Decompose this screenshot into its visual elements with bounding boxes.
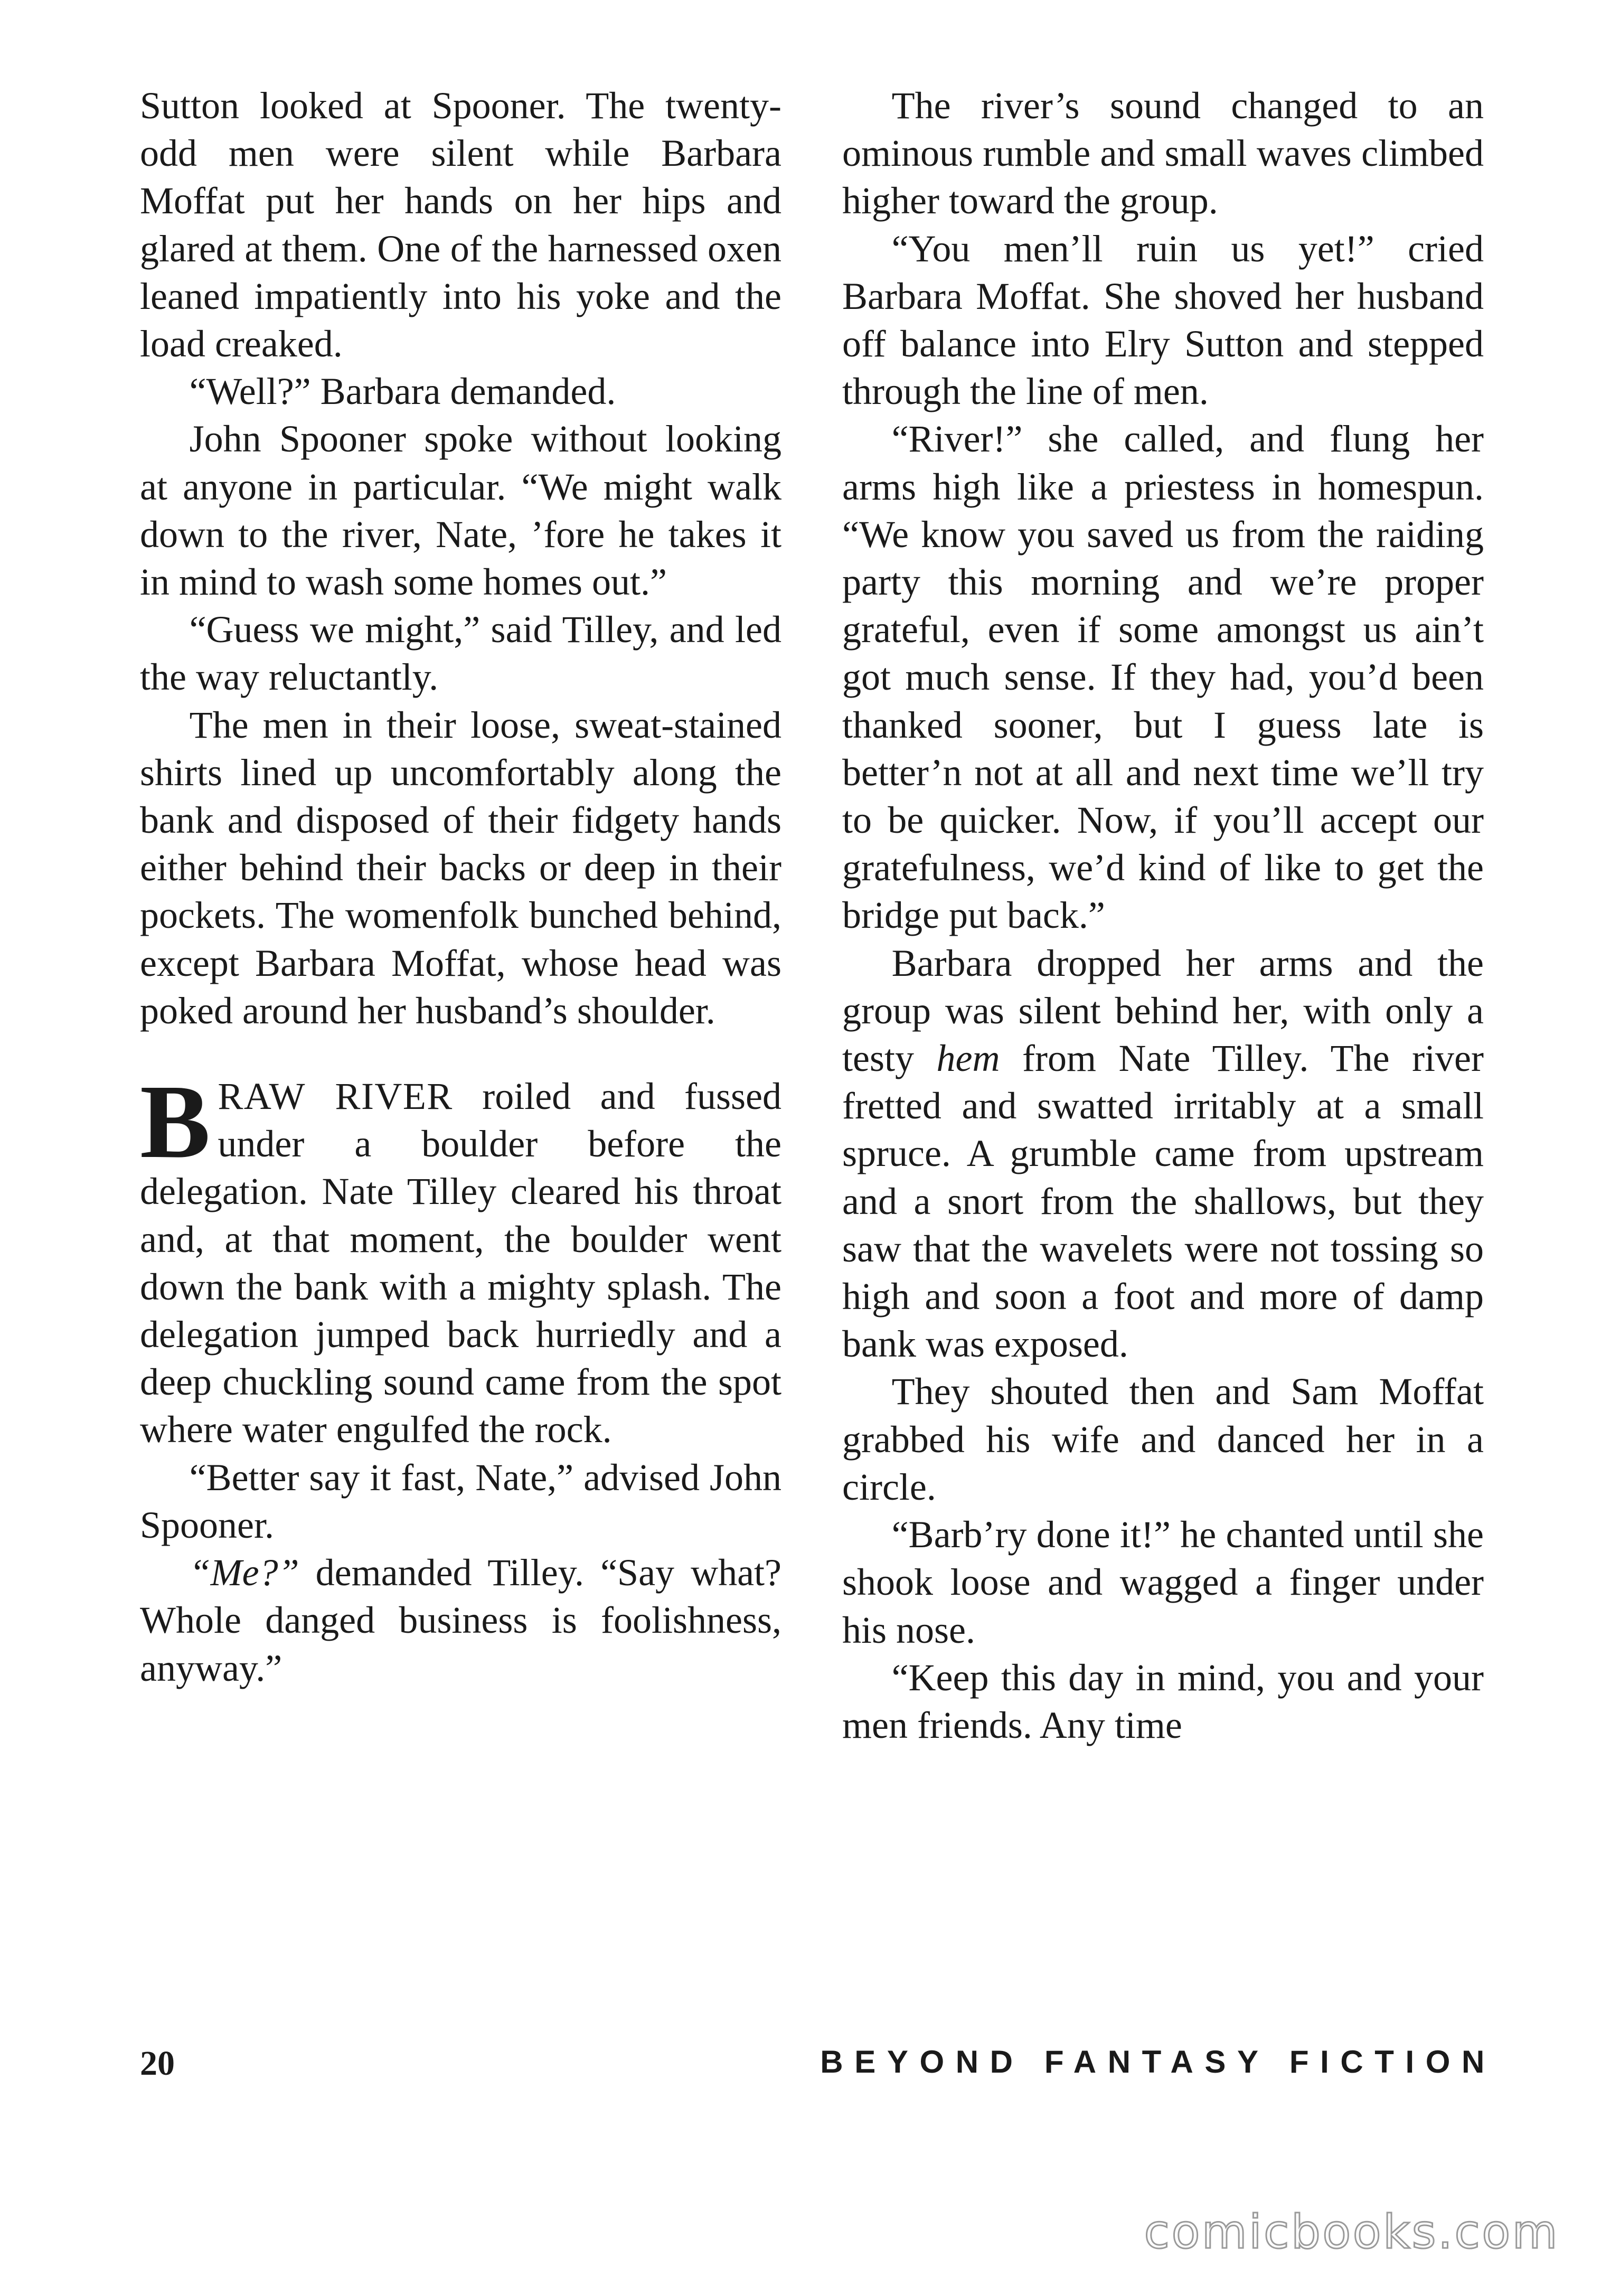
paragraph-text: from Nate Tilley. The river fretted and swatted irritably at a small spruce. A grumble came from upstream and a snort from the shallows, but they saw that the wavelets were not tossing so high and soon a foot and more of damp bank was exposed. — [842, 1037, 1484, 1366]
running-title: BEYOND FANTASY FICTION — [820, 2044, 1496, 2079]
page-number: 20 — [140, 2044, 175, 2083]
paragraph: John Spooner spoke without looking at anyone in particular. “We might walk down to the river, Nate, ’fore he takes it in mind to wash some homes out.” — [140, 418, 781, 604]
paragraph — [140, 1549, 781, 1692]
paragraph-text: demanded Tilley. “Say what? Whole danged business is foolishness, anyway.” — [140, 1551, 781, 1689]
watermark-logo: comicbooks.com — [1144, 2205, 1559, 2259]
paragraph: “Well?” Barbara demanded. — [189, 370, 616, 413]
section-opening-paragraph — [140, 1064, 782, 1454]
paragraph — [842, 939, 1484, 1368]
drop-cap: B — [140, 1064, 211, 1181]
right-column — [842, 82, 1484, 1749]
paragraph: “Guess we might,” said Tilley, and led the way reluctantly. — [140, 608, 781, 699]
paragraph: “Better say it fast, Nate,” advised John Spooner. — [140, 1456, 781, 1546]
left-column — [140, 82, 781, 1692]
italic-text: hem — [936, 1037, 1000, 1080]
lead-in-caps: RAW RIVER — [218, 1075, 453, 1118]
paragraph: Sutton looked at Spooner. The twenty-odd men were silent while Barbara Moffat put her hands on her hips and glared at them. One of the harnessed oxen leaned impatiently into his yoke and the load creaked. — [140, 84, 781, 365]
paragraph: “River!” she called, and flung her arms high like a priestess in homespun. “We know you saved us from the raiding party this morning and we’re proper grateful, even if some amongst us ain’t got much sense. If they had, you’d been thanked sooner, but I guess late is better’n not at all and next time we’ll try to be quicker. Now, if you’ll accept our gratefulness, we’d kind of like to get the bridge put back.” — [842, 418, 1484, 937]
paragraph: “You men’ll ruin us yet!” cried Barbara Moffat. She shoved her husband off balance into Elry Sutton and stepped through the line of men. — [842, 227, 1484, 413]
paragraph: The men in their loose, sweat-stained shirts lined up uncomfortably along the bank and disposed of their fidgety hands either behind their backs or deep in their pockets. The womenfolk bunched behind, except Barbara Moffat, whose head was poked around her husband’s shoulder. — [140, 703, 781, 1032]
italic-text: “Me?” — [189, 1551, 299, 1594]
paragraph: “Keep this day in mind, you and your men friends. Any time — [842, 1656, 1484, 1746]
paragraph-text: Barbara dropped her arms and the group was silent behind her, with only a testy — [842, 942, 1484, 1080]
paragraph: The river’s sound changed to an ominous rumble and small waves climbed higher toward the group. — [842, 84, 1484, 222]
section-break — [140, 1034, 781, 1072]
paragraph-text: roiled and fussed under a boulder before the delegation. Nate Tilley cleared his throat and, at that moment, the boulder went down the bank with a mighty splash. The delegation jumped back hurriedly and a deep chuckling sound came from the spot where water engulfed the rock. — [140, 1075, 782, 1451]
paragraph: They shouted then and Sam Moffat grabbed his wife and danced her in a circle. — [842, 1370, 1484, 1508]
paragraph: “Barb’ry done it!” he chanted until she shook loose and wagged a finger under his nose. — [842, 1513, 1484, 1651]
